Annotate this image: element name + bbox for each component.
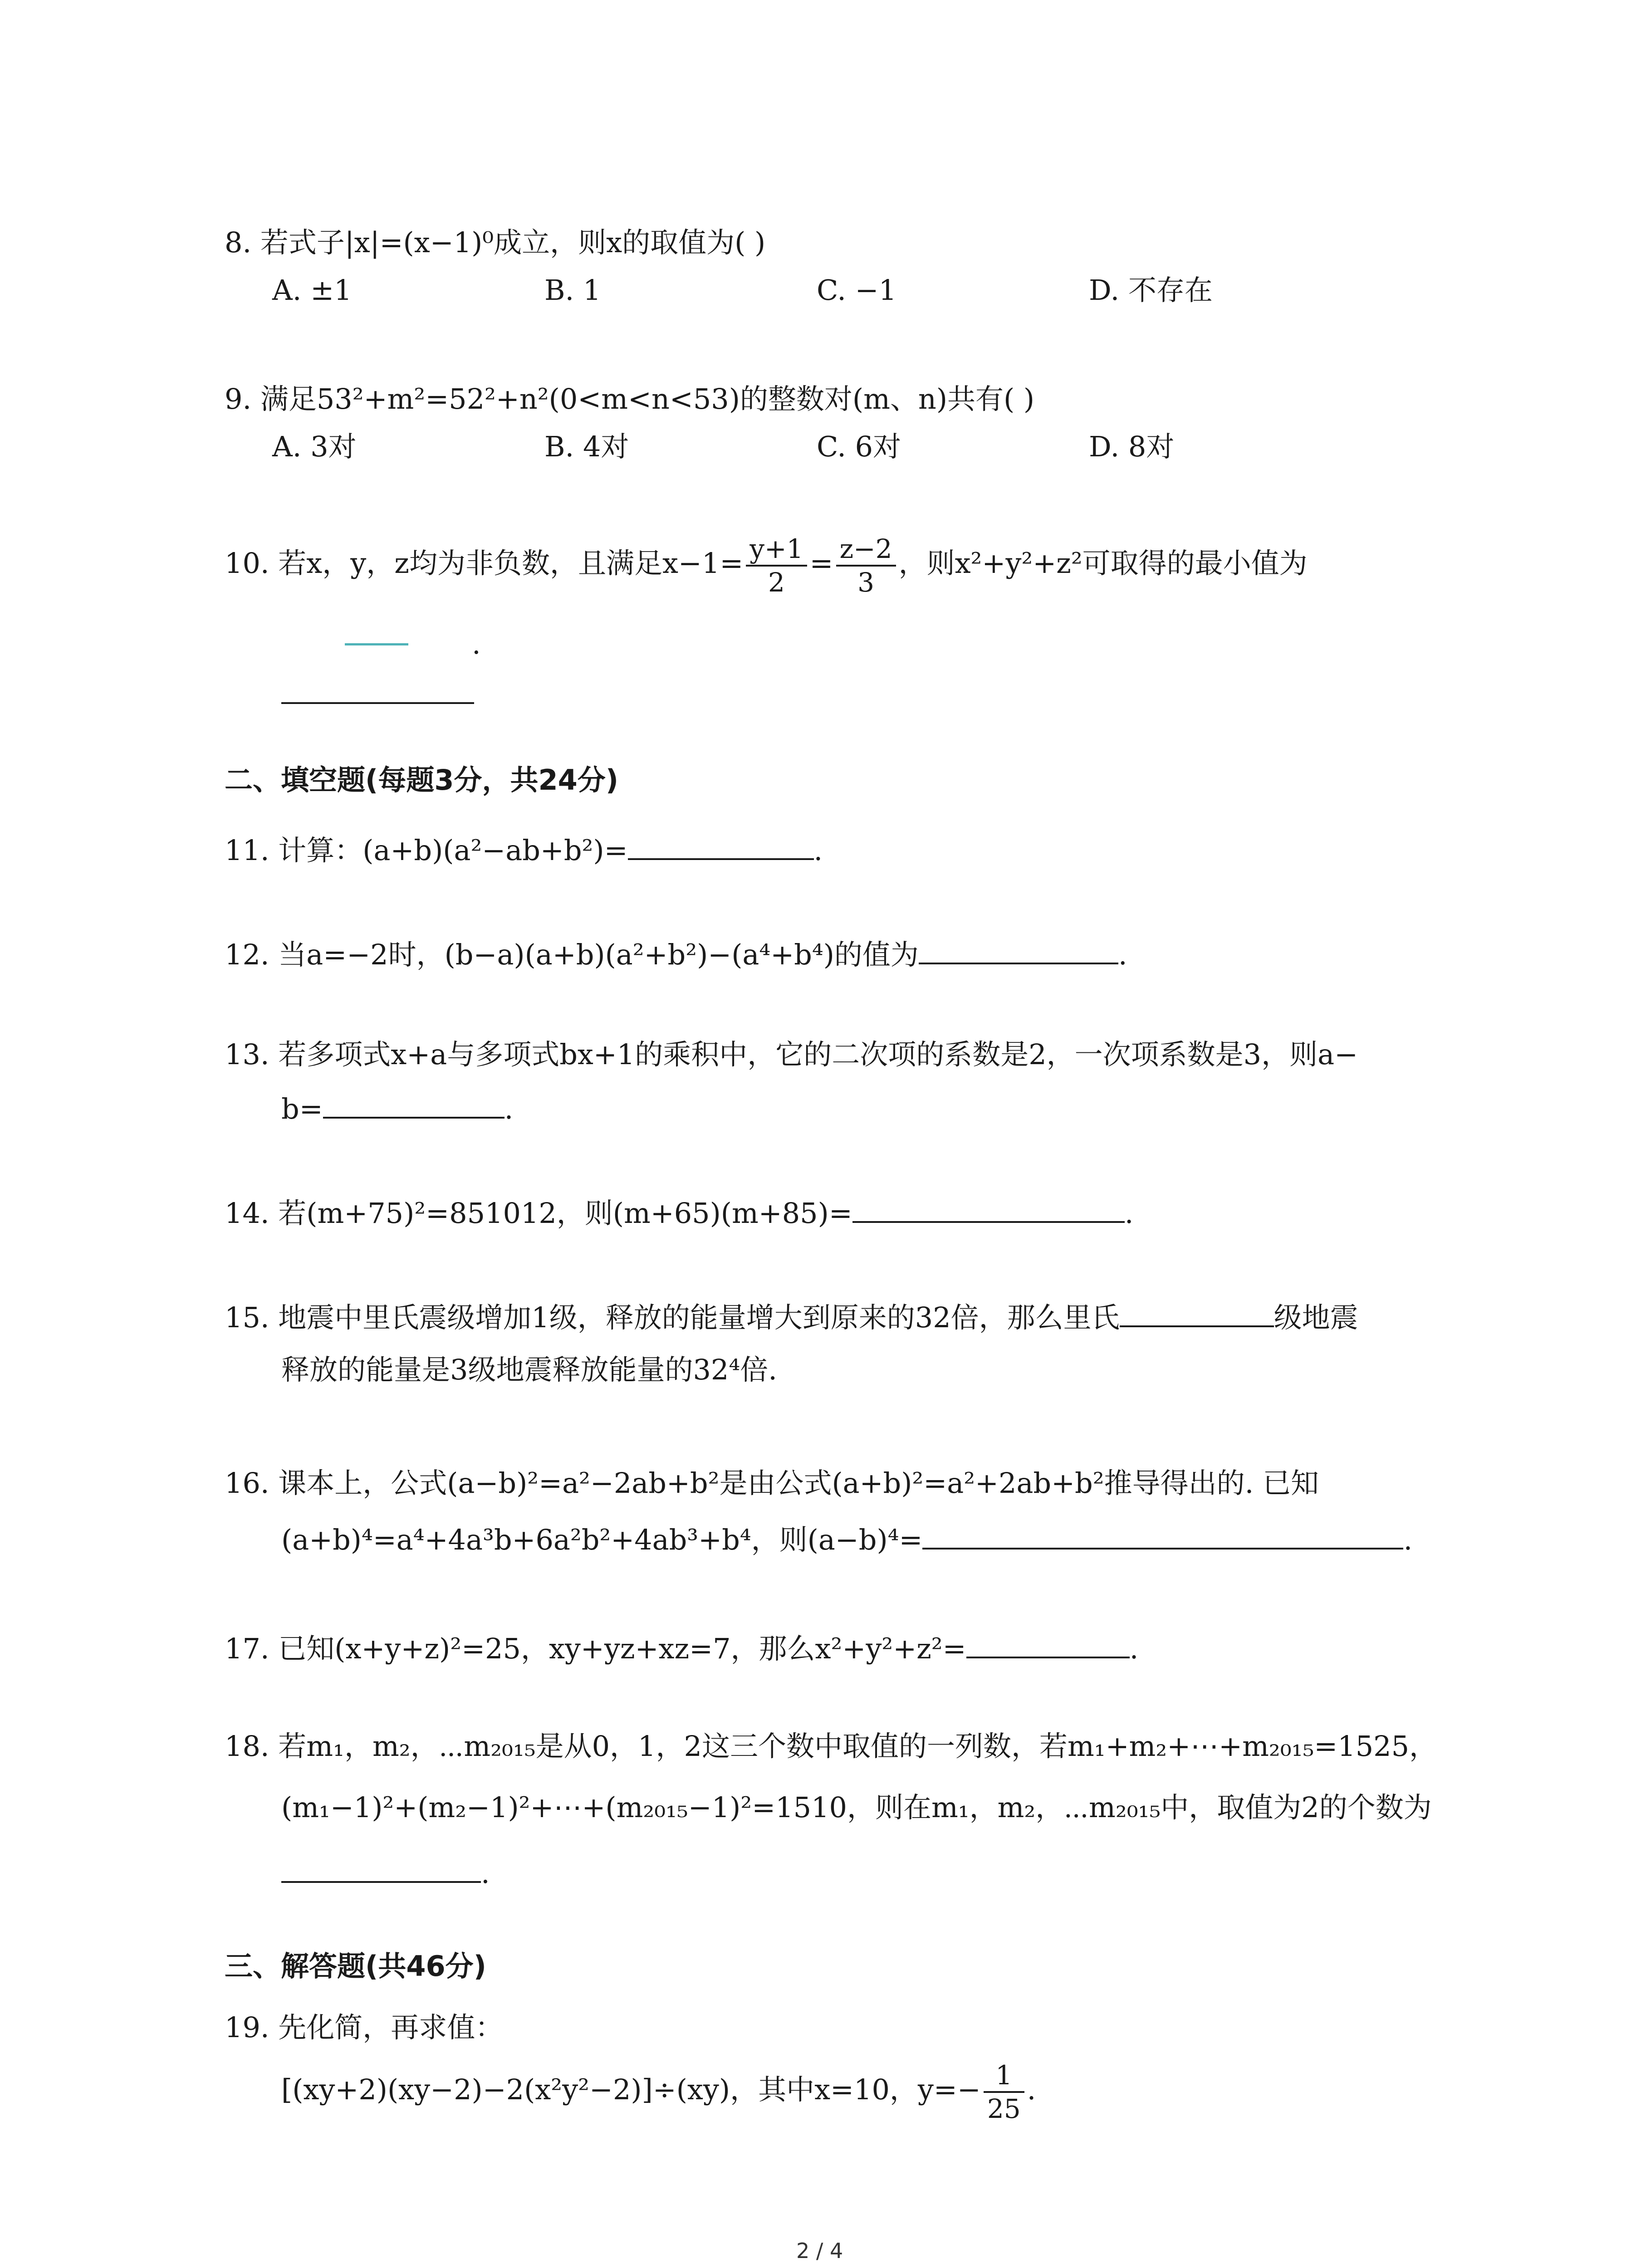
q10-suffix: ，则x²+y²+z²可取得的最小值为	[898, 547, 1308, 580]
q18-end: .	[481, 1857, 490, 1890]
q17-end: .	[1129, 1632, 1139, 1665]
page-number: 2 / 4	[796, 2239, 843, 2263]
q18-line-3	[281, 1853, 490, 1892]
q19-end: .	[1027, 2073, 1036, 2107]
q15-line-1	[225, 1297, 1358, 1336]
q9-option-a: A. 3对	[272, 430, 357, 463]
q17-answer-blank[interactable]	[966, 1628, 1130, 1658]
q10-frac2-numerator: z−2	[836, 533, 896, 567]
q16-text: (a+b)⁴=a⁴+4a³b+6a²b²+4ab³+b⁴，则(a−b)⁴=	[281, 1523, 923, 1556]
q15-text-a: 15. 地震中里氏震级增加1级，释放的能量增大到原来的32倍，那么里氏	[225, 1301, 1120, 1334]
section-2-title: 二、填空题(每题3分，共24分)	[225, 763, 619, 797]
q14-text: 14. 若(m+75)²=851012，则(m+65)(m+85)=	[225, 1197, 852, 1230]
q9-option-b: B. 4对	[544, 430, 629, 463]
q10-fraction-2	[836, 533, 896, 598]
q10-stem	[225, 533, 1308, 598]
q15-answer-blank[interactable]	[1120, 1297, 1274, 1327]
q11	[225, 830, 823, 869]
q10-fraction-1	[746, 533, 807, 598]
q19-frac-denominator: 25	[987, 2093, 1021, 2124]
q15-text-b: 级地震	[1274, 1301, 1358, 1334]
q10-answer-blank[interactable]	[281, 702, 474, 704]
q10-frac2-denominator: 3	[857, 567, 874, 598]
q13-line-2	[281, 1089, 513, 1127]
q19-line-2	[281, 2059, 1036, 2125]
q18-line-1: 18. 若m₁，m₂，⋯m₂₀₁₅是从0，1，2这三个数中取值的一列数，若m₁+m₂+⋯+m₂₀₁₅=1525，	[225, 1730, 1438, 1763]
section-3-title: 三、解答题(共46分)	[225, 1950, 486, 1983]
q17-text: 17. 已知(x+y+z)²=25，xy+yz+xz=7，那么x²+y²+z²=	[225, 1632, 966, 1665]
q10-answer-mark	[345, 643, 408, 645]
q8-stem: 8. 若式子|x|=(x−1)⁰成立，则x的取值为( )	[225, 226, 766, 259]
q19-frac-numerator: 1	[984, 2059, 1024, 2093]
q12	[225, 934, 1127, 973]
q10-frac1-numerator: y+1	[746, 533, 807, 567]
q16-line-2	[281, 1520, 1412, 1558]
q19-fraction	[984, 2059, 1024, 2125]
q13-answer-blank[interactable]	[323, 1089, 505, 1119]
q13-text: b=	[281, 1092, 323, 1125]
q19-line-1: 19. 先化简，再求值：	[225, 2011, 504, 2044]
q19-expression: [(xy+2)(xy−2)−2(x²y²−2)]÷(xy)，其中x=10，y=−	[281, 2073, 981, 2107]
q13-line-1: 13. 若多项式x+a与多项式bx+1的乘积中，它的二次项的系数是2，一次项系数是3，则a−	[225, 1038, 1358, 1071]
q14	[225, 1193, 1134, 1232]
q16-answer-blank[interactable]	[922, 1520, 1403, 1549]
q8-option-a: A. ±1	[272, 274, 352, 307]
q9-stem: 9. 满足53²+m²=52²+n²(0<m<n<53)的整数对(m、n)共有( )	[225, 382, 1035, 415]
q11-text: 11. 计算：(a+b)(a²−ab+b²)=	[225, 834, 628, 867]
q16-end: .	[1403, 1523, 1413, 1556]
q9-option-c: C. 6对	[817, 430, 901, 463]
q12-text: 12. 当a=−2时，(b−a)(a+b)(a²+b²)−(a⁴+b⁴)的值为	[225, 938, 919, 971]
q18-line-2: (m₁−1)²+(m₂−1)²+⋯+(m₂₀₁₅−1)²=1510，则在m₁，m₂，⋯m₂₀₁₅中，取值为2的个数为	[281, 1791, 1432, 1824]
q11-end: .	[813, 834, 823, 867]
q9-option-d: D. 8对	[1089, 430, 1175, 463]
q16-line-1: 16. 课本上，公式(a−b)²=a²−2ab+b²是由公式(a+b)²=a²+2ab+b²推导得出的. 已知	[225, 1466, 1319, 1500]
q13-end: .	[504, 1092, 514, 1125]
q8-option-d: D. 不存在	[1089, 274, 1213, 307]
q8-option-b: B. 1	[544, 274, 601, 307]
q11-answer-blank[interactable]	[628, 830, 814, 860]
q17	[225, 1628, 1138, 1667]
q10-frac1-denominator: 2	[768, 567, 785, 598]
q18-answer-blank[interactable]	[281, 1853, 481, 1883]
q10-equals: =	[809, 547, 833, 580]
q15-line-2: 释放的能量是3级地震释放能量的32⁴倍.	[281, 1353, 777, 1386]
q12-answer-blank[interactable]	[919, 934, 1118, 964]
q14-end: .	[1124, 1197, 1134, 1230]
q10-dot: .	[472, 627, 481, 660]
q14-answer-blank[interactable]	[852, 1193, 1125, 1223]
q12-end: .	[1118, 938, 1127, 971]
q8-option-c: C. −1	[817, 274, 897, 307]
q10-prefix: 10. 若x，y，z均为非负数，且满足x−1=	[225, 547, 744, 580]
